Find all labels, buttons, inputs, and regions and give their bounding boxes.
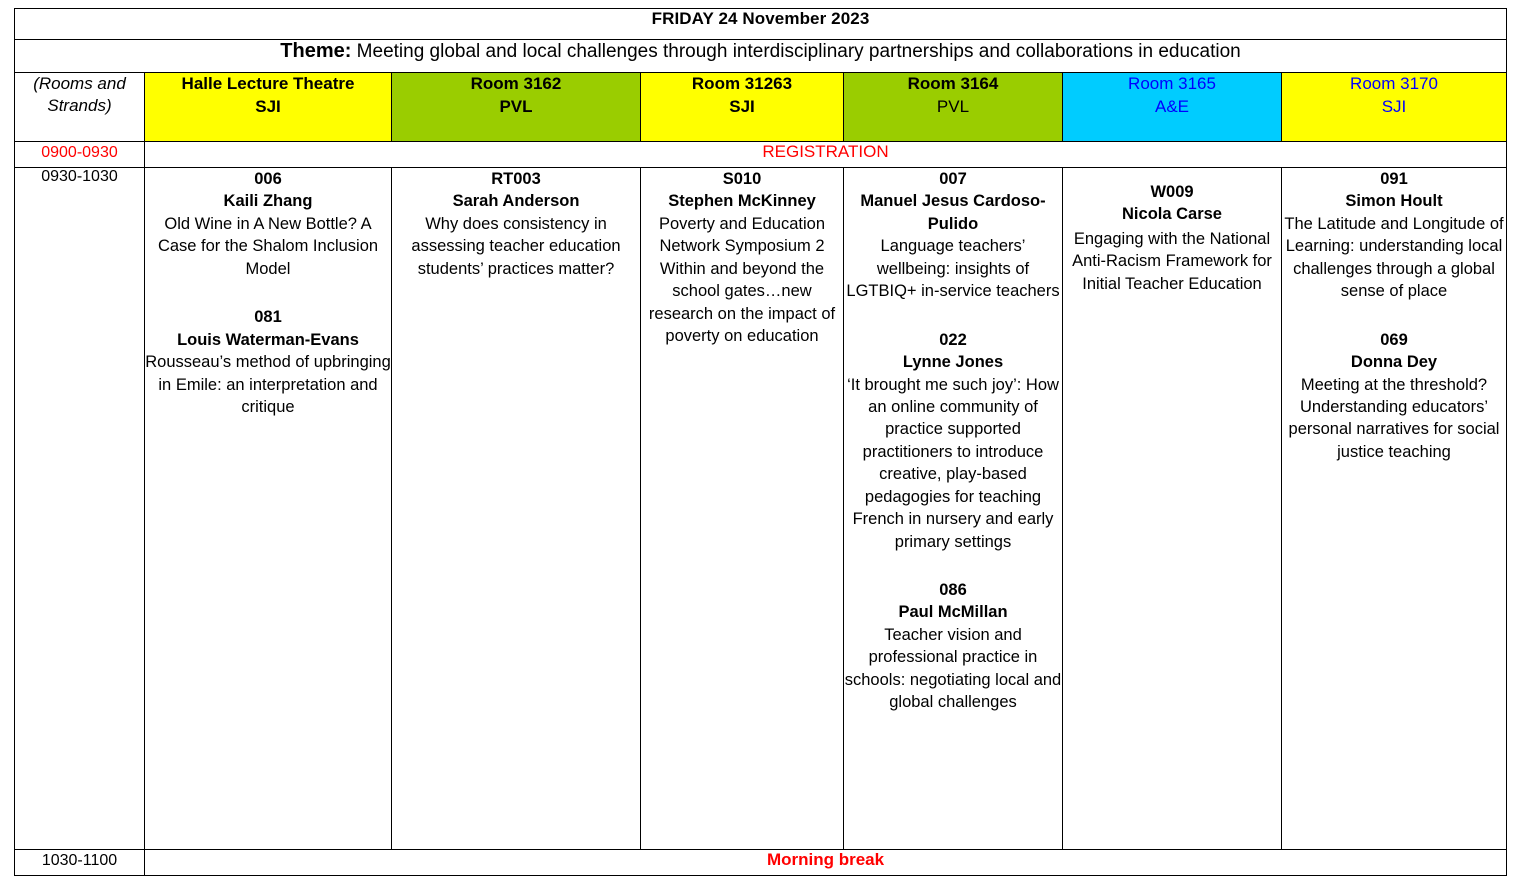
room-strand: SJI <box>1381 96 1407 116</box>
column-header-halle-lecture-theatre <box>145 73 392 142</box>
session-title: Rousseau’s method of upbringing in Emile: an interpretation and critique <box>145 353 391 416</box>
title-row <box>15 9 1507 40</box>
time-slot-0900-0930: 0900-0930 <box>15 142 145 168</box>
session-code: 081 <box>254 308 282 327</box>
room-strand: A&E <box>1154 96 1190 116</box>
column-header-room-3170 <box>1282 73 1507 142</box>
session-069[interactable] <box>1282 329 1506 464</box>
column-header-room-31263 <box>641 73 844 142</box>
corner-line-1: (Rooms and <box>33 74 126 93</box>
session-code: 022 <box>939 330 967 349</box>
column-header-room-3164 <box>844 73 1063 142</box>
schedule-sheet <box>14 8 1506 876</box>
session-code: RT003 <box>491 170 541 188</box>
session-presenter: Stephen McKinney <box>668 192 816 211</box>
time-slot-0930-1030: 0930-1030 <box>15 168 145 850</box>
session-title: Language teachers’ wellbeing: insights of LGTBIQ+ in-service teachers <box>846 237 1060 301</box>
session-title: Meeting at the threshold? Understanding educators’ personal narratives for social justice teaching <box>1288 375 1500 461</box>
session-title: Why does consistency in assessing teacher education students’ practices matter? <box>411 214 621 278</box>
session-presenter: Paul McMillan <box>898 603 1008 622</box>
registration-row <box>15 142 1507 168</box>
room-name: Room 3165 <box>1128 74 1216 93</box>
session-081[interactable] <box>145 306 391 418</box>
room-strand: SJI <box>729 96 755 116</box>
session-rt003[interactable] <box>392 168 640 280</box>
room-strand: PVL <box>936 96 970 116</box>
session-title: Old Wine in A New Bottle? A Case for the Shalom Inclusion Model <box>157 214 379 278</box>
room-name: Halle Lecture Theatre <box>181 74 355 93</box>
session-s010[interactable] <box>641 168 843 348</box>
session-code: 006 <box>254 170 282 188</box>
session-title: The Latitude and Longitude of Learning: understanding local challenges through a global sense of place <box>1284 214 1504 301</box>
corner-line-2: Strands) <box>47 96 112 116</box>
session-code: S010 <box>722 170 762 188</box>
morning-break-row <box>15 850 1507 876</box>
session-title: Engaging with the National Anti-Racism Framework for Initial Teacher Education <box>1072 229 1272 293</box>
session-022[interactable] <box>844 329 1062 553</box>
room-name: Room 3170 <box>1350 74 1438 93</box>
page-title: FRIDAY 24 November 2023 <box>15 9 1507 40</box>
session-presenter: Louis Waterman-Evans <box>177 330 359 349</box>
session-title: ‘It brought me such joy’: How an online community of practice supported practitioners to introduce creative, play-based pedagogies for teaching French in nursery and early primary settings <box>847 375 1059 551</box>
session-presenter: Sarah Anderson <box>452 192 580 211</box>
session-cell-room-3162 <box>392 168 641 850</box>
rooms-and-strands-label <box>15 73 145 142</box>
room-header-row <box>15 73 1507 142</box>
session-presenter: Donna Dey <box>1350 353 1438 372</box>
time-slot-1030-1100: 1030-1100 <box>15 850 145 876</box>
session-presenter: Lynne Jones <box>902 353 1004 372</box>
room-name: Room 3162 <box>470 74 562 93</box>
morning-break-banner: Morning break <box>145 850 1507 876</box>
session-cell-room-3164 <box>844 168 1063 850</box>
session-006[interactable] <box>145 168 391 280</box>
session-presenter: Simon Hoult <box>1345 192 1443 211</box>
session-code: 091 <box>1380 170 1408 188</box>
session-presenter: Kaili Zhang <box>223 192 313 211</box>
column-header-room-3165 <box>1063 73 1282 142</box>
session-cell-room-31263 <box>641 168 844 850</box>
column-header-room-3162 <box>392 73 641 142</box>
session-presenter: Nicola Carse <box>1122 205 1222 224</box>
session-w009[interactable] <box>1063 181 1281 295</box>
room-name: Room 31263 <box>691 74 793 93</box>
room-strand: SJI <box>255 96 281 116</box>
session-code: 007 <box>939 170 967 188</box>
theme-text: Meeting global and local challenges through interdisciplinary partnerships and collaborations in education <box>351 41 1241 62</box>
session-title: Teacher vision and professional practice in schools: negotiating local and global challenges <box>844 625 1062 712</box>
session-code: W009 <box>1150 183 1194 201</box>
session-cell-room-3170 <box>1282 168 1507 850</box>
session-cell-room-3165 <box>1063 168 1282 850</box>
session-code: 086 <box>939 581 967 599</box>
theme-cell <box>15 40 1507 73</box>
room-strand: PVL <box>499 96 533 116</box>
session-091[interactable] <box>1282 168 1506 303</box>
session-007[interactable] <box>844 168 1062 303</box>
session-cell-halle-lecture-theatre <box>145 168 392 850</box>
session-086[interactable] <box>844 579 1062 714</box>
session-code: 069 <box>1380 330 1408 349</box>
session-presenter: Manuel Jesus Cardoso-Pulido <box>860 192 1046 233</box>
registration-banner: REGISTRATION <box>145 142 1507 168</box>
session-title: Poverty and Education Network Symposium 2 Within and beyond the school gates…new research on the impact of poverty on education <box>648 214 836 346</box>
theme-label: Theme: <box>280 40 352 62</box>
session-row-0930-1030 <box>15 168 1507 850</box>
theme-row <box>15 40 1507 73</box>
room-name: Room 3164 <box>907 74 999 93</box>
conference-schedule-table <box>14 8 1507 876</box>
